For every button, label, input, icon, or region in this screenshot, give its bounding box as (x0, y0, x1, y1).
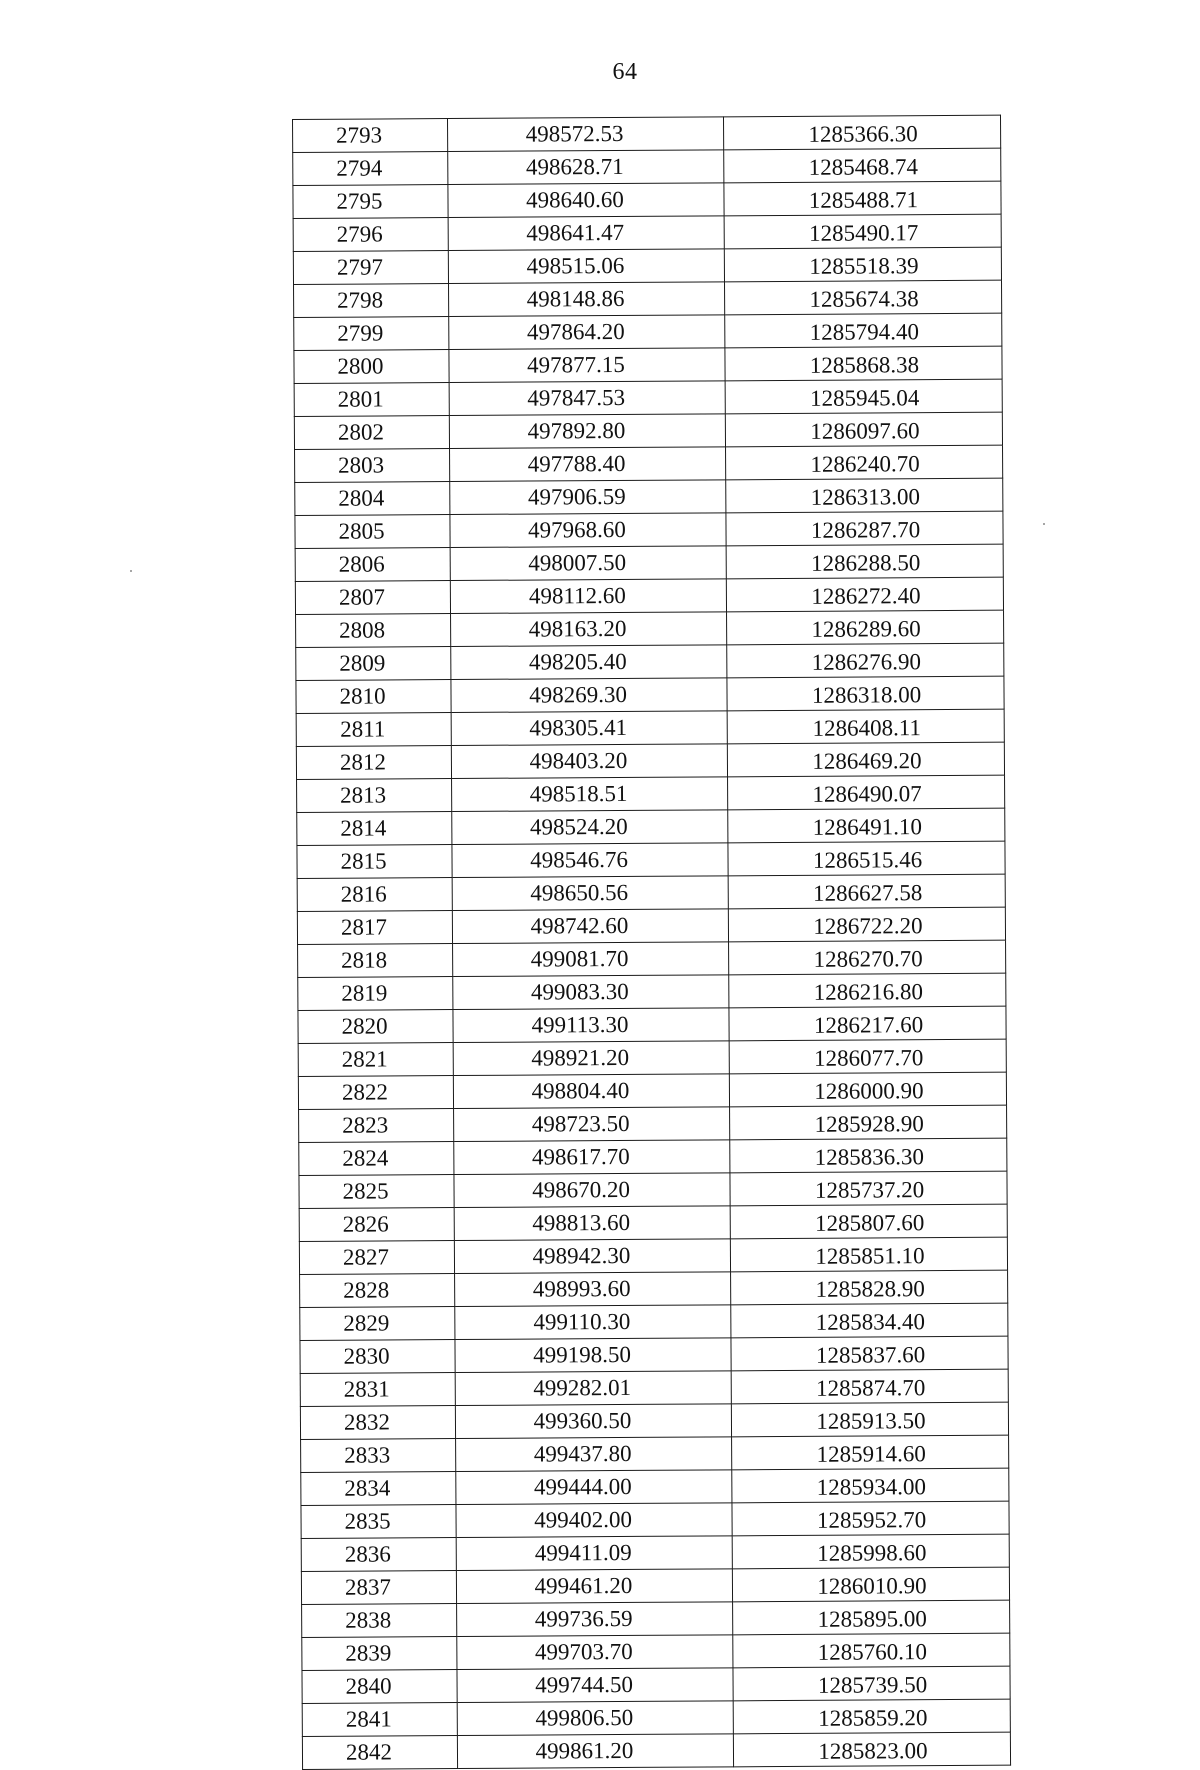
y-coordinate-cell: 1286010.90 (732, 1567, 1009, 1602)
x-coordinate-cell: 499198.50 (455, 1338, 731, 1373)
point-number-cell: 2806 (295, 548, 450, 582)
table-row (297, 808, 1005, 845)
point-number-cell: 2822 (298, 1076, 453, 1110)
y-coordinate-cell: 1286077.70 (729, 1039, 1006, 1074)
table-row (298, 940, 1006, 977)
point-number-cell: 2817 (297, 911, 452, 945)
point-number-cell: 2820 (298, 1010, 453, 1044)
table-row (294, 379, 1002, 416)
point-number-cell: 2828 (300, 1274, 455, 1308)
x-coordinate-cell: 499402.00 (456, 1503, 732, 1538)
table-row (297, 841, 1005, 878)
x-coordinate-cell: 498007.50 (450, 546, 726, 581)
table-row (297, 775, 1005, 812)
point-number-cell: 2821 (298, 1043, 453, 1077)
point-number-cell: 2827 (299, 1241, 454, 1275)
point-number-cell: 2809 (296, 647, 451, 681)
x-coordinate-cell: 498305.41 (451, 711, 727, 746)
x-coordinate-cell: 497892.80 (449, 414, 725, 449)
point-number-cell: 2816 (297, 878, 452, 912)
point-number-cell: 2815 (297, 845, 452, 879)
x-coordinate-cell: 498670.20 (454, 1173, 730, 1208)
x-coordinate-cell: 498650.56 (452, 876, 728, 911)
y-coordinate-cell: 1286288.50 (726, 544, 1003, 579)
x-coordinate-cell: 499411.09 (456, 1536, 732, 1571)
table-row (299, 1138, 1007, 1175)
table-row (293, 181, 1001, 218)
table-row (300, 1270, 1008, 1307)
point-number-cell: 2829 (300, 1307, 455, 1341)
y-coordinate-cell: 1286722.20 (728, 907, 1005, 942)
point-number-cell: 2823 (299, 1109, 454, 1143)
y-coordinate-cell: 1286270.70 (729, 940, 1006, 975)
point-number-cell: 2813 (297, 779, 452, 813)
x-coordinate-cell: 498518.51 (452, 777, 728, 812)
x-coordinate-cell: 498546.76 (452, 843, 728, 878)
x-coordinate-cell: 499736.59 (457, 1602, 733, 1637)
y-coordinate-cell: 1286097.60 (725, 412, 1002, 447)
x-coordinate-cell: 498515.06 (448, 249, 724, 284)
scan-speck (130, 570, 132, 572)
y-coordinate-cell: 1285739.50 (733, 1666, 1010, 1701)
table-row (295, 544, 1003, 581)
y-coordinate-cell: 1286491.10 (728, 808, 1005, 843)
table-row (299, 1237, 1007, 1274)
y-coordinate-cell: 1285874.70 (731, 1369, 1008, 1404)
table-row (297, 907, 1005, 944)
point-number-cell: 2825 (299, 1175, 454, 1209)
y-coordinate-cell: 1286272.40 (726, 577, 1003, 612)
x-coordinate-cell: 498993.60 (455, 1272, 731, 1307)
point-number-cell: 2800 (294, 350, 449, 384)
x-coordinate-cell: 499360.50 (455, 1404, 731, 1439)
table-row (300, 1303, 1008, 1340)
point-number-cell: 2842 (302, 1736, 457, 1770)
table-row (295, 478, 1003, 515)
y-coordinate-cell: 1285914.60 (732, 1435, 1009, 1470)
x-coordinate-cell: 498813.60 (454, 1206, 730, 1241)
table-row (301, 1534, 1009, 1571)
table-row (295, 445, 1003, 482)
point-number-cell: 2798 (294, 284, 449, 318)
x-coordinate-cell: 499861.20 (457, 1734, 733, 1769)
x-coordinate-cell: 497906.59 (450, 480, 726, 515)
table-row (293, 148, 1001, 185)
point-number-cell: 2835 (301, 1505, 456, 1539)
x-coordinate-cell: 498148.86 (449, 282, 725, 317)
y-coordinate-cell: 1285674.38 (725, 280, 1002, 315)
scan-speck (1043, 523, 1045, 525)
y-coordinate-cell: 1286408.11 (727, 709, 1004, 744)
table-row (293, 214, 1001, 251)
y-coordinate-cell: 1286515.46 (728, 841, 1005, 876)
x-coordinate-cell: 499113.30 (453, 1008, 729, 1043)
y-coordinate-cell: 1285366.30 (723, 115, 1000, 150)
table-row (300, 1336, 1008, 1373)
x-coordinate-cell: 498804.40 (453, 1074, 729, 1109)
point-number-cell: 2836 (301, 1538, 456, 1572)
x-coordinate-cell: 499437.80 (456, 1437, 732, 1472)
point-number-cell: 2837 (301, 1571, 456, 1605)
table-row (300, 1402, 1008, 1439)
x-coordinate-cell: 498742.60 (452, 909, 728, 944)
table-row (301, 1468, 1009, 1505)
point-number-cell: 2797 (293, 251, 448, 285)
y-coordinate-cell: 1286276.90 (727, 643, 1004, 678)
table-row (293, 115, 1001, 152)
table-row (302, 1699, 1010, 1736)
y-coordinate-cell: 1286240.70 (726, 445, 1003, 480)
x-coordinate-cell: 498942.30 (454, 1239, 730, 1274)
table-row (294, 346, 1002, 383)
x-coordinate-cell: 499081.70 (453, 942, 729, 977)
table-row (301, 1501, 1009, 1538)
x-coordinate-cell: 497864.20 (449, 315, 725, 350)
page-number: 64 (612, 59, 638, 85)
point-number-cell: 2804 (295, 482, 450, 516)
point-number-cell: 2831 (300, 1373, 455, 1407)
x-coordinate-cell: 497877.15 (449, 348, 725, 383)
y-coordinate-cell: 1286313.00 (726, 478, 1003, 513)
y-coordinate-cell: 1285945.04 (725, 379, 1002, 414)
point-number-cell: 2794 (293, 152, 448, 186)
y-coordinate-cell: 1285488.71 (724, 181, 1001, 216)
x-coordinate-cell: 499806.50 (457, 1701, 733, 1736)
point-number-cell: 2801 (294, 383, 449, 417)
table-row (302, 1600, 1010, 1637)
table-row (294, 280, 1002, 317)
table-row (295, 577, 1003, 614)
y-coordinate-cell: 1285913.50 (731, 1402, 1008, 1437)
y-coordinate-cell: 1285895.00 (733, 1600, 1010, 1635)
x-coordinate-cell: 497847.53 (449, 381, 725, 416)
y-coordinate-cell: 1285468.74 (724, 148, 1001, 183)
point-number-cell: 2808 (296, 614, 451, 648)
y-coordinate-cell: 1285952.70 (732, 1501, 1009, 1536)
coordinates-table (292, 115, 1011, 1770)
point-number-cell: 2805 (295, 515, 450, 549)
table-row (301, 1567, 1009, 1604)
y-coordinate-cell: 1286216.80 (729, 973, 1006, 1008)
x-coordinate-cell: 497788.40 (450, 447, 726, 482)
y-coordinate-cell: 1286000.90 (729, 1072, 1006, 1107)
point-number-cell: 2826 (299, 1208, 454, 1242)
point-number-cell: 2796 (293, 218, 448, 252)
x-coordinate-cell: 498403.20 (451, 744, 727, 779)
point-number-cell: 2793 (293, 119, 448, 153)
y-coordinate-cell: 1286287.70 (726, 511, 1003, 546)
point-number-cell: 2810 (296, 680, 451, 714)
x-coordinate-cell: 498205.40 (451, 645, 727, 680)
table-row (296, 676, 1004, 713)
point-number-cell: 2814 (297, 812, 452, 846)
table-row (300, 1369, 1008, 1406)
point-number-cell: 2841 (302, 1703, 457, 1737)
x-coordinate-cell: 498921.20 (453, 1041, 729, 1076)
point-number-cell: 2818 (298, 944, 453, 978)
y-coordinate-cell: 1285868.38 (725, 346, 1002, 381)
x-coordinate-cell: 499110.30 (455, 1305, 731, 1340)
point-number-cell: 2824 (299, 1142, 454, 1176)
y-coordinate-cell: 1286469.20 (727, 742, 1004, 777)
x-coordinate-cell: 498640.60 (448, 183, 724, 218)
table-row (302, 1633, 1010, 1670)
y-coordinate-cell: 1285490.17 (724, 214, 1001, 249)
table-row (294, 313, 1002, 350)
y-coordinate-cell: 1286289.60 (727, 610, 1004, 645)
table-row (302, 1732, 1010, 1769)
table-row (293, 247, 1001, 284)
x-coordinate-cell: 498112.60 (450, 579, 726, 614)
y-coordinate-cell: 1285823.00 (733, 1732, 1010, 1767)
coordinates-table-body (293, 115, 1011, 1769)
y-coordinate-cell: 1285760.10 (733, 1633, 1010, 1668)
table-row (298, 973, 1006, 1010)
y-coordinate-cell: 1285836.30 (730, 1138, 1007, 1173)
y-coordinate-cell: 1286217.60 (729, 1006, 1006, 1041)
point-number-cell: 2838 (302, 1604, 457, 1638)
table-row (296, 709, 1004, 746)
point-number-cell: 2830 (300, 1340, 455, 1374)
table-row (299, 1171, 1007, 1208)
point-number-cell: 2819 (298, 977, 453, 1011)
x-coordinate-cell: 498723.50 (454, 1107, 730, 1142)
table-row (298, 1039, 1006, 1076)
y-coordinate-cell: 1285837.60 (731, 1336, 1008, 1371)
point-number-cell: 2807 (295, 581, 450, 615)
y-coordinate-cell: 1285518.39 (724, 247, 1001, 282)
table-row (296, 610, 1004, 647)
point-number-cell: 2834 (301, 1472, 456, 1506)
x-coordinate-cell: 499282.01 (455, 1371, 731, 1406)
table-row (296, 643, 1004, 680)
table-row (298, 1072, 1006, 1109)
x-coordinate-cell: 498641.47 (448, 216, 724, 251)
table-row (299, 1105, 1007, 1142)
x-coordinate-cell: 499744.50 (457, 1668, 733, 1703)
table-row (302, 1666, 1010, 1703)
y-coordinate-cell: 1286627.58 (728, 874, 1005, 909)
x-coordinate-cell: 497968.60 (450, 513, 726, 548)
x-coordinate-cell: 499461.20 (456, 1569, 732, 1604)
x-coordinate-cell: 498524.20 (452, 810, 728, 845)
x-coordinate-cell: 499444.00 (456, 1470, 732, 1505)
y-coordinate-cell: 1285794.40 (725, 313, 1002, 348)
point-number-cell: 2833 (301, 1439, 456, 1473)
table-row (295, 511, 1003, 548)
table-row (294, 412, 1002, 449)
x-coordinate-cell: 499703.70 (457, 1635, 733, 1670)
point-number-cell: 2832 (300, 1406, 455, 1440)
point-number-cell: 2811 (296, 713, 451, 747)
y-coordinate-cell: 1285851.10 (730, 1237, 1007, 1272)
x-coordinate-cell: 499083.30 (453, 975, 729, 1010)
y-coordinate-cell: 1285928.90 (730, 1105, 1007, 1140)
table-row (301, 1435, 1009, 1472)
x-coordinate-cell: 498617.70 (454, 1140, 730, 1175)
y-coordinate-cell: 1286490.07 (728, 775, 1005, 810)
point-number-cell: 2812 (296, 746, 451, 780)
point-number-cell: 2803 (295, 449, 450, 483)
x-coordinate-cell: 498163.20 (451, 612, 727, 647)
y-coordinate-cell: 1285859.20 (733, 1699, 1010, 1734)
x-coordinate-cell: 498269.30 (451, 678, 727, 713)
y-coordinate-cell: 1285934.00 (732, 1468, 1009, 1503)
point-number-cell: 2839 (302, 1637, 457, 1671)
point-number-cell: 2795 (293, 185, 448, 219)
point-number-cell: 2840 (302, 1670, 457, 1704)
x-coordinate-cell: 498572.53 (448, 117, 724, 152)
y-coordinate-cell: 1285737.20 (730, 1171, 1007, 1206)
y-coordinate-cell: 1285807.60 (730, 1204, 1007, 1239)
y-coordinate-cell: 1285998.60 (732, 1534, 1009, 1569)
y-coordinate-cell: 1285834.40 (731, 1303, 1008, 1338)
table-row (298, 1006, 1006, 1043)
point-number-cell: 2802 (294, 416, 449, 450)
x-coordinate-cell: 498628.71 (448, 150, 724, 185)
point-number-cell: 2799 (294, 317, 449, 351)
table-row (299, 1204, 1007, 1241)
y-coordinate-cell: 1286318.00 (727, 676, 1004, 711)
table-row (297, 874, 1005, 911)
y-coordinate-cell: 1285828.90 (731, 1270, 1008, 1305)
table-row (296, 742, 1004, 779)
